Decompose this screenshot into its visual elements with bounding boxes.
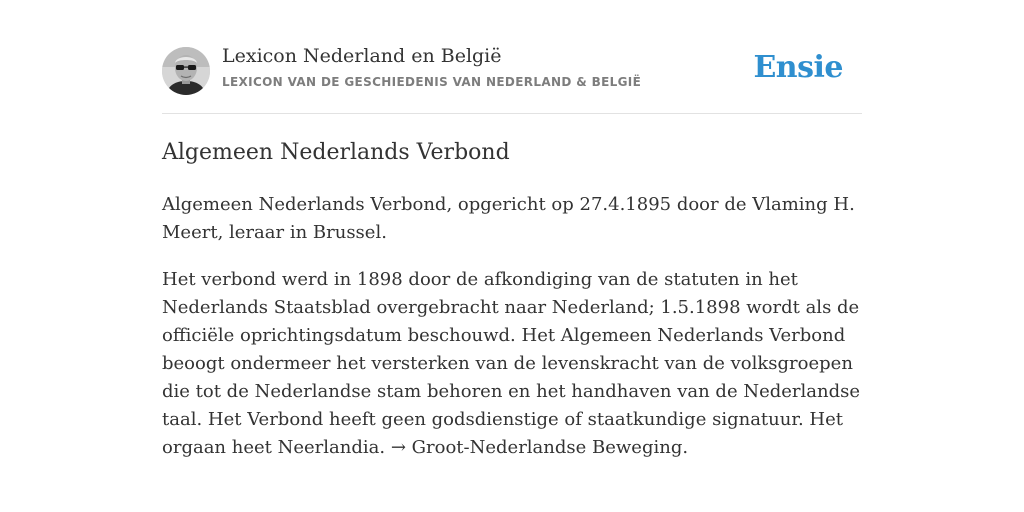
article-body	[162, 191, 862, 462]
trailing-period: .	[682, 437, 689, 458]
ensie-logo[interactable]: Ensie	[753, 50, 843, 85]
article-paragraph-2	[162, 266, 862, 462]
page-container	[162, 0, 862, 462]
site-title[interactable]: Lexicon Nederland en België	[222, 45, 502, 67]
site-subtitle: LEXICON VAN DE GESCHIEDENIS VAN NEDERLAND & BELGIË	[222, 75, 642, 89]
article-title: Algemeen Nederlands Verbond	[162, 140, 510, 165]
article-paragraph-1: Algemeen Nederlands Verbond, opgericht op 27.4.1895 door de Vlaming H. Meert, leraar in Brussel.	[162, 194, 855, 243]
cross-reference-link[interactable]: Groot-Nederlandse Beweging	[411, 437, 683, 458]
avatar[interactable]	[162, 47, 210, 95]
site-header	[162, 0, 862, 114]
avatar-portrait-icon	[162, 47, 210, 95]
arrow-icon: →	[390, 437, 406, 458]
article-paragraph-2-text: Het verbond werd in 1898 door de afkondiging van de statuten in het Nederlands Staatsblad overgebracht naar Nederland; 1.5.1898 wordt als de officiële oprichtingsdatum beschouwd. Het Algemeen Nederlands Verbond beoogt ondermeer het versterken van de levenskracht van de volksgroepen die tot de Nederlandse stam behoren en het handhaven van de Nederlandse taal. Het Verbond heeft geen godsdienstige of staatkundige signatuur. Het orgaan heet Neerlandia.	[162, 269, 860, 458]
